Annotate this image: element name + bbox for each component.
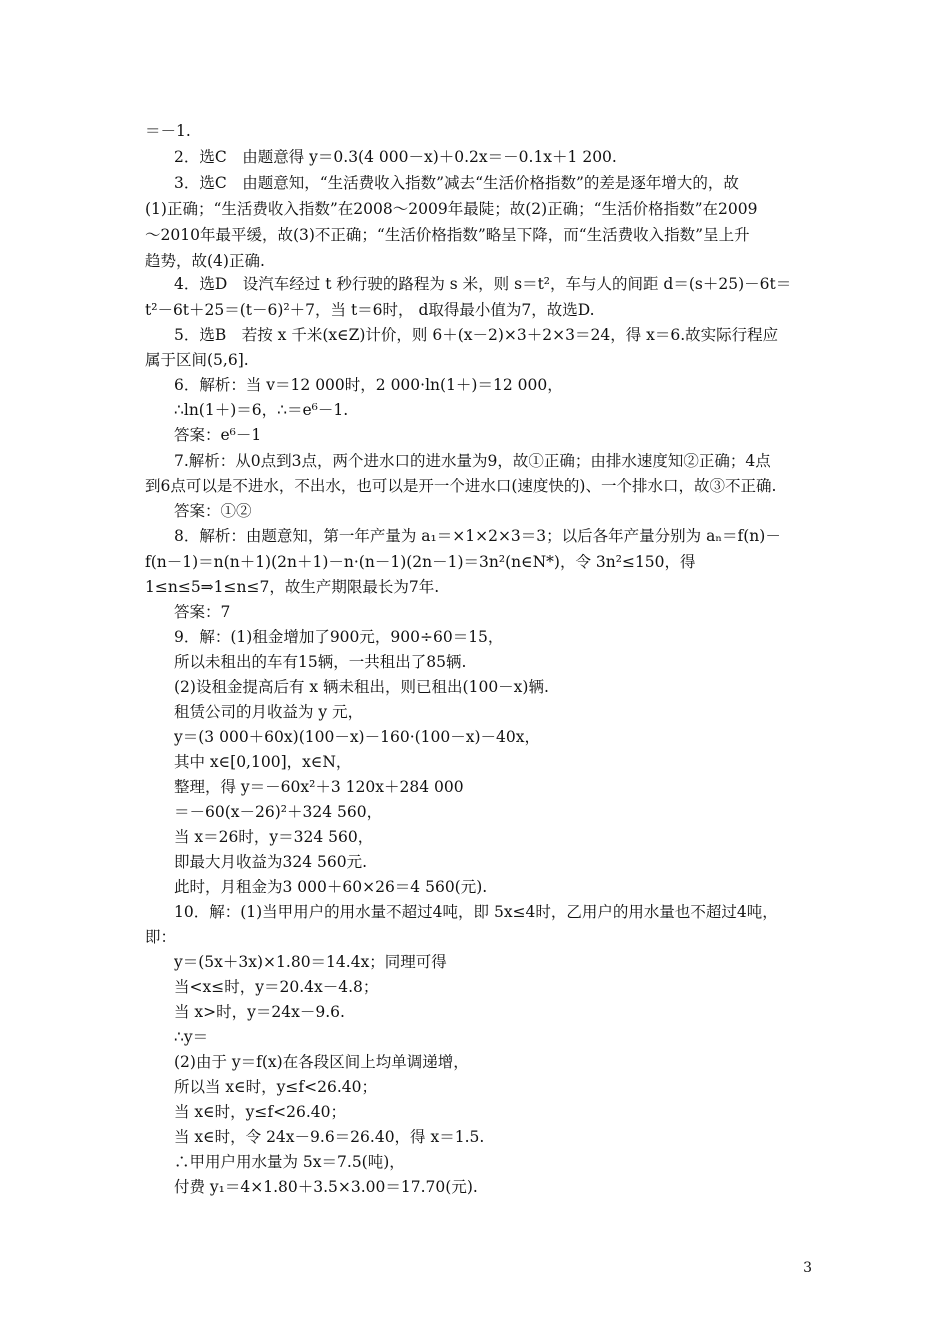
text-line: 7.解析：从0点到3点，两个进水口的进水量为9，故①正确；由排水速度知②正确；4点 [174,452,771,470]
text-line: ～2010年最平缓，故(3)不正确；“生活价格指数”略呈下降，而“生活费收入指数”呈上升 [145,226,750,244]
text-line: ∴ln(1＋)＝6，∴＝e⁶－1. [174,401,349,419]
text-line: 当 x∈时，令 24x－9.6＝26.40，得 x＝1.5. [174,1128,485,1146]
text-line: 10．解：(1)当甲用户的用水量不超过4吨，即 5x≤4时，乙用户的用水量也不超过4吨， [174,903,778,921]
text-line: 其中 x∈[0,100]，x∈N， [174,753,352,771]
text-line: y＝(5x＋3x)×1.80＝14.4x；同理可得 [174,953,447,971]
text-line: 当<x≤时，y＝20.4x－4.8； [174,978,379,996]
text-line: 3．选C 由题意知，“生活费收入指数”减去“生活价格指数”的差是逐年增大的，故 [174,174,739,192]
text-line: 付费 y₁＝4×1.80＋3.5×3.00＝17.70(元). [174,1178,478,1196]
text-line: 当 x＝26时，y＝324 560， [174,828,374,846]
page-number: 3 [803,1260,812,1276]
text-line: 当 x∈时，y≤f<26.40； [174,1103,346,1121]
text-line: 答案：①② [174,502,252,520]
text-line: (2)由于 y＝f(x)在各段区间上均单调递增， [174,1053,469,1071]
text-line: 即最大月收益为324 560元. [174,853,368,871]
text-line: 答案：7 [174,603,231,621]
text-line: 此时，月租金为3 000＋60×26＝4 560(元). [174,878,488,896]
text-line: ∴y＝ [174,1028,209,1046]
text-line: 9．解：(1)租金增加了900元，900÷60＝15， [174,628,504,646]
text-line: 即： [145,928,177,946]
text-line: (2)设租金提高后有 x 辆未租出，则已租出(100－x)辆. [174,678,549,696]
text-line: ＝－1. [145,122,191,140]
text-line: (1)正确；“生活费收入指数”在2008～2009年最陡；故(2)正确；“生活价格指数”在2009 [145,200,758,218]
text-line: 1≤n≤5⇒1≤n≤7，故生产期限最长为7年. [145,578,440,596]
text-line: ∴甲用户用水量为 5x＝7.5(吨)， [174,1153,405,1171]
text-line: 6．解析：当 v＝12 000时，2 000·ln(1＋)＝12 000， [174,376,563,394]
text-line: t²－6t＋25＝(t－6)²＋7，当 t＝6时， d取得最小值为7，故选D. [145,301,595,319]
text-line: 所以当 x∈时，y≤f<26.40； [174,1078,377,1096]
text-line: 4．选D 设汽车经过 t 秒行驶的路程为 s 米，则 s＝t²，车与人的间距 d＝(s＋25)－6t＝ [174,275,792,293]
text-line: 2．选C 由题意得 y＝0.3(4 000－x)＋0.2x＝－0.1x＋1 200. [174,148,617,166]
text-line: f(n－1)＝n(n＋1)(2n＋1)－n·(n－1)(2n－1)＝3n²(n∈N*)，令 3n²≤150，得 [145,553,696,571]
text-line: 8．解析：由题意知，第一年产量为 a₁＝×1×2×3＝3；以后各年产量分别为 aₙ＝f(n)－ [174,527,781,545]
text-line: 整理，得 y＝－60x²＋3 120x＋284 000 [174,778,464,796]
text-line: y＝(3 000＋60x)(100－x)－160·(100－x)－40x， [174,728,541,746]
text-line: 属于区间(5,6]. [145,351,249,369]
text-line: 答案：e⁶－1 [174,426,262,444]
text-line: ＝－60(x－26)²＋324 560， [174,803,383,821]
text-line: 5．选B 若按 x 千米(x∈Z)计价，则 6＋(x－2)×3＋2×3＝24，得 x＝6.故实际行程应 [174,326,779,344]
text-line: 当 x>时，y＝24x－9.6. [174,1003,345,1021]
text-line: 到6点可以是不进水，不出水，也可以是开一个进水口(速度快的)、一个排水口，故③不正确. [145,477,777,495]
text-line: 趋势，故(4)正确. [145,252,265,270]
text-line: 所以未租出的车有15辆，一共租出了85辆. [174,653,467,671]
text-line: 租赁公司的月收益为 y 元， [174,703,364,721]
